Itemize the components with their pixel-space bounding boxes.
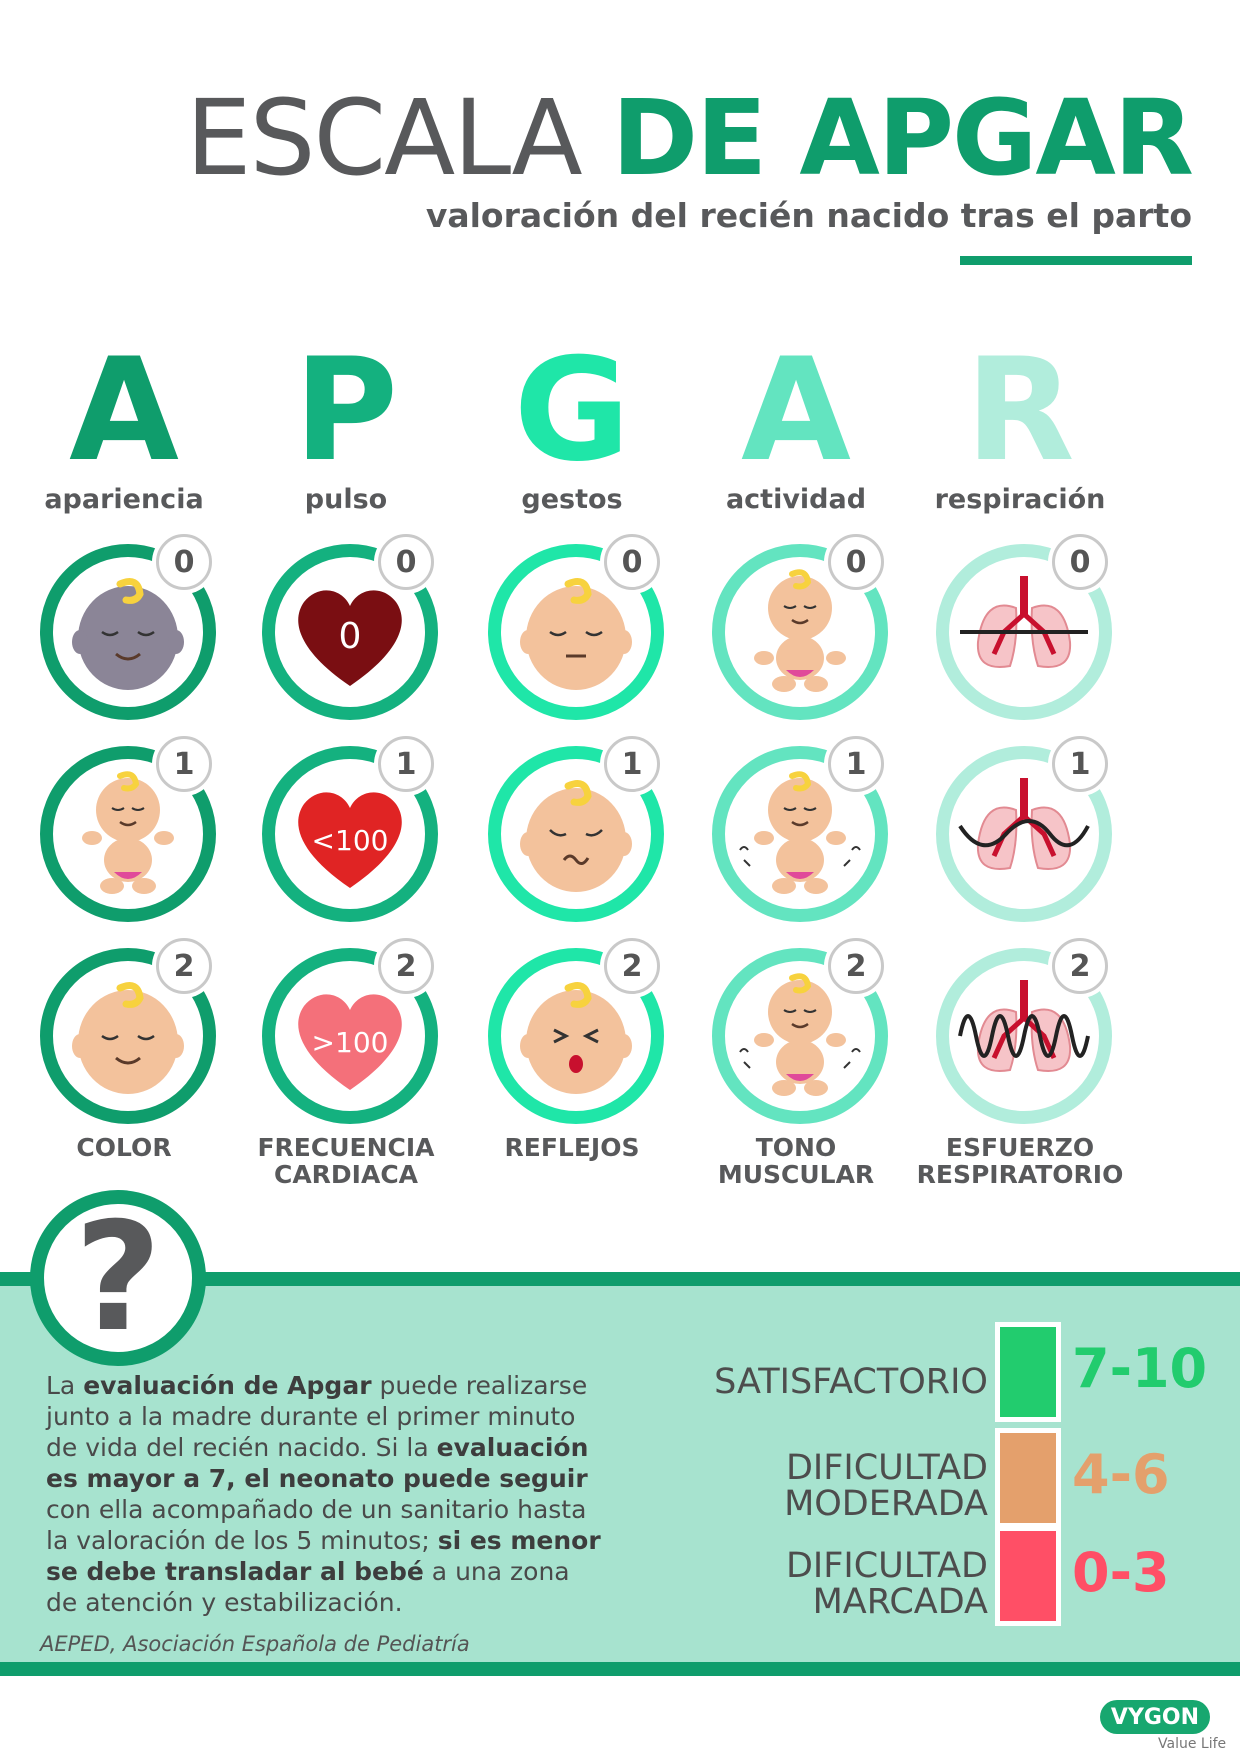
score-cell	[900, 726, 1140, 928]
score-badge: 2	[1052, 938, 1108, 994]
legend-swatch-moderate	[995, 1428, 1061, 1528]
question-mark-icon: ?	[30, 1190, 206, 1366]
apgar-column-apariencia	[4, 328, 244, 1162]
apgar-word: apariencia	[44, 484, 204, 515]
category-label: REFLEJOS	[504, 1133, 640, 1162]
score-badge: 1	[1052, 736, 1108, 792]
score-cell	[4, 524, 244, 726]
info-paragraph	[46, 1370, 606, 1618]
band-bottom-rule	[0, 1662, 1240, 1676]
source-citation: AEPED, Asociación Española de Pediatría	[40, 1632, 470, 1656]
apgar-letter: R	[965, 328, 1075, 493]
score-cell	[900, 928, 1140, 1130]
apgar-letter: A	[741, 328, 851, 493]
score-cell	[676, 928, 916, 1130]
info-bold-2: evaluación es mayor a 7, el neonato puede seguir	[46, 1433, 589, 1493]
apgar-word: actividad	[725, 484, 867, 515]
category-label: TONO MUSCULAR	[717, 1133, 875, 1189]
legend-label-satisfactory: SATISFACTORIO	[714, 1362, 988, 1402]
score-cell	[676, 726, 916, 928]
score-badge: 1	[828, 736, 884, 792]
page-title	[185, 77, 1192, 199]
score-badge: 0	[1052, 534, 1108, 590]
apgar-letter: P	[293, 328, 399, 493]
score-badge: 2	[156, 938, 212, 994]
score-badge: 2	[604, 938, 660, 994]
score-badge: 2	[378, 938, 434, 994]
score-cell	[4, 726, 244, 928]
apgar-letter: G	[513, 328, 631, 493]
logo-tagline: Value Life	[1158, 1736, 1227, 1752]
legend-label-marked: DIFICULTAD MARCADA	[785, 1546, 988, 1622]
score-badge: 1	[156, 736, 212, 792]
legend-swatch-marked	[995, 1526, 1061, 1626]
info-text-4: a una zona de atención y estabilización.	[46, 1557, 570, 1617]
apgar-column-gestos	[452, 328, 692, 1162]
apgar-word: gestos	[521, 484, 623, 515]
apgar-word: pulso	[304, 484, 388, 515]
apgar-word: respiración	[934, 484, 1106, 515]
legend-swatch-satisfactory	[995, 1322, 1061, 1422]
score-cell	[452, 928, 692, 1130]
vygon-logo: VYGON	[1100, 1700, 1210, 1734]
info-text-2: puede realizarse junto a la madre durante el primer minuto de vida del recién nacido. Si la	[46, 1371, 588, 1462]
info-text-3: con ella acompañado de un sanitario hasta la valoración de los 5 minutos;	[46, 1495, 587, 1555]
score-cell	[676, 524, 916, 726]
apgar-column-actividad	[676, 328, 916, 1189]
legend-label-moderate: DIFICULTAD MODERADA	[784, 1448, 988, 1524]
score-cell	[452, 726, 692, 928]
heart-label: <100	[311, 824, 389, 857]
heart-label: 0	[338, 616, 362, 657]
category-label: COLOR	[76, 1133, 172, 1162]
score-cell	[226, 524, 466, 726]
info-bold-1: evaluación de Apgar	[83, 1371, 372, 1400]
score-badge: 0	[378, 534, 434, 590]
apgar-column-pulso	[226, 328, 466, 1189]
info-bold-3: si es menor se debe transladar al bebé	[46, 1526, 601, 1586]
score-cell	[4, 928, 244, 1130]
apgar-column-respiración	[900, 328, 1140, 1189]
score-badge: 2	[828, 938, 884, 994]
category-label: FRECUENCIA CARDIACA	[257, 1133, 435, 1189]
score-badge: 0	[604, 534, 660, 590]
score-cell	[226, 726, 466, 928]
apgar-letter: A	[69, 328, 179, 493]
page-subtitle: valoración del recién nacido tras el parto	[425, 196, 1192, 235]
legend-range-satisfactory: 7-10	[1072, 1337, 1208, 1400]
title-part-2: DE APGAR	[611, 77, 1192, 199]
score-badge: 1	[604, 736, 660, 792]
score-badge: 0	[828, 534, 884, 590]
title-part-1: ESCALA	[185, 77, 612, 199]
category-label: ESFUERZO RESPIRATORIO	[916, 1133, 1124, 1189]
score-cell	[226, 928, 466, 1130]
score-cell	[900, 524, 1140, 726]
info-text-1: La	[46, 1371, 84, 1400]
legend-range-moderate: 4-6	[1072, 1443, 1170, 1506]
score-badge: 1	[378, 736, 434, 792]
title-underline	[960, 256, 1192, 265]
score-badge: 0	[156, 534, 212, 590]
legend-range-marked: 0-3	[1072, 1541, 1170, 1604]
heart-label: >100	[311, 1026, 389, 1059]
score-cell	[452, 524, 692, 726]
